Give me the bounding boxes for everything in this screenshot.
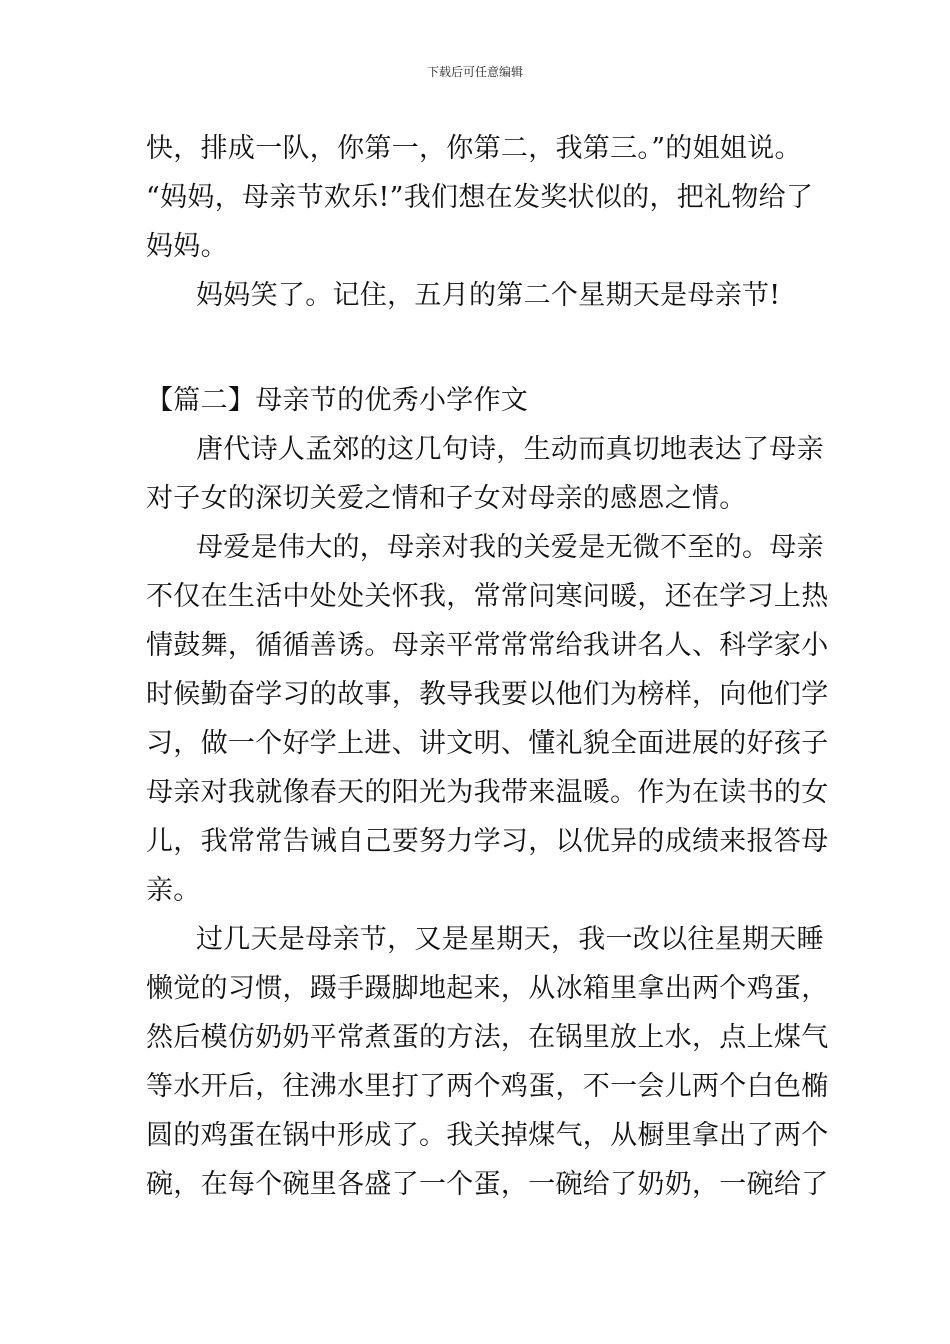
text-line: 习，做一个好学上进、讲文明、懂礼貌全面进展的好孩子 xyxy=(146,728,829,759)
text-line: 圆的鸡蛋在锅中形成了。我关掉煤气，从橱里拿出了两个 xyxy=(146,1120,829,1151)
section-heading: 【篇二】母亲节的优秀小学作文 xyxy=(146,385,529,416)
text-line: 母亲对我就像春天的阳光为我带来温暖。作为在读书的女 xyxy=(146,777,829,808)
text-line: 过几天是母亲节，又是星期天，我一改以往星期天睡 xyxy=(196,924,824,955)
text-line: 懒觉的习惯，蹑手蹑脚地起来，从冰箱里拿出两个鸡蛋， xyxy=(146,973,829,1004)
text-line: 时候勤奋学习的故事，教导我要以他们为榜样，向他们学 xyxy=(146,679,829,710)
text-line: 不仅在生活中处处关怀我，常常问寒问暖，还在学习上热 xyxy=(146,581,829,612)
text-line: 快，排成一队，你第一，你第二，我第三。”的姐姐说。 xyxy=(146,133,802,164)
text-line: 然后模仿奶奶平常煮蛋的方法，在锅里放上水，点上煤气 xyxy=(146,1022,829,1053)
text-line: 妈妈。 xyxy=(146,231,228,262)
text-line: 母爱是伟大的，母亲对我的关爱是无微不至的。母亲 xyxy=(196,532,824,563)
text-line: 儿，我常常告诫自己要努力学习，以优异的成绩来报答母 xyxy=(146,826,829,857)
section-gap xyxy=(146,320,810,376)
document-body xyxy=(146,124,829,1209)
text-line: 妈妈笑了。记住，五月的第二个星期天是母亲节! xyxy=(196,280,781,311)
text-line: 唐代诗人孟郊的这几句诗，生动而真切地表达了母亲 xyxy=(196,434,824,465)
text-line: 情鼓舞，循循善诱。母亲平常常常给我讲名人、科学家小 xyxy=(146,630,829,661)
text-line: 对子女的深切关爱之情和子女对母亲的感恩之情。 xyxy=(146,483,747,514)
text-line: 碗，在每个碗里各盛了一个蛋，一碗给了奶奶，一碗给了 xyxy=(146,1169,829,1200)
text-line: 等水开后，往沸水里打了两个鸡蛋，不一会儿两个白色椭 xyxy=(146,1071,829,1102)
text-line: 亲。 xyxy=(146,875,201,906)
page-header: 下载后可任意编辑 xyxy=(426,65,523,79)
text-line: “妈妈，母亲节欢乐!”我们想在发奖状似的，把礼物给了 xyxy=(146,182,814,213)
